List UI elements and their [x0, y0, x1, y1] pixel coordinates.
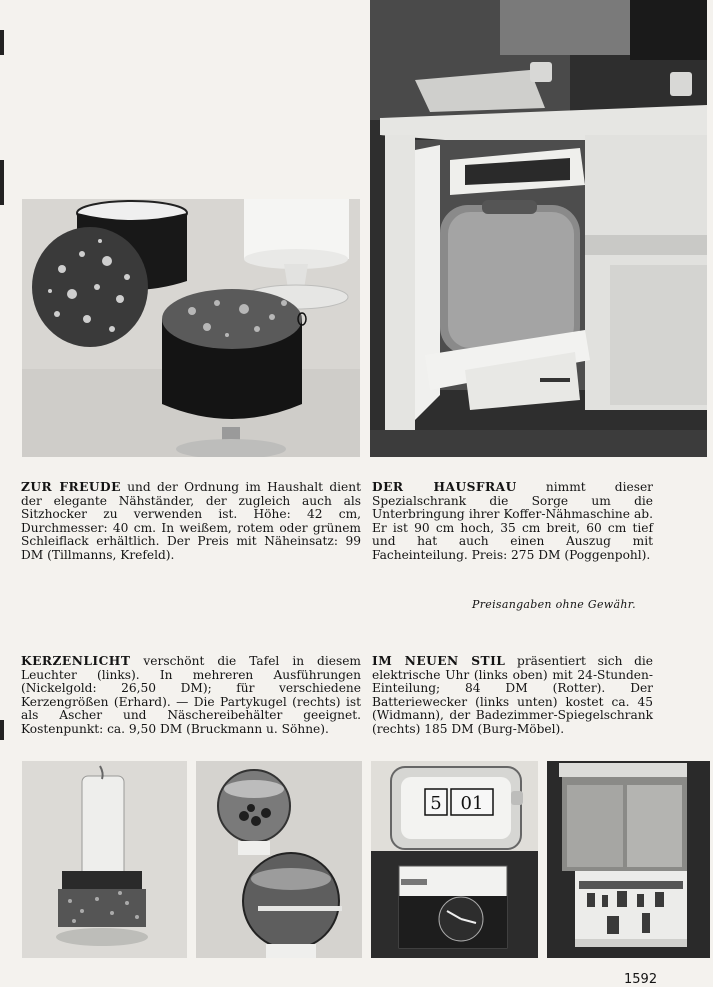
caption-body: und der Ordnung im Haushalt dient der elegante Nähständer, der zugleich auch als Sitzhocker zu verwenden ist. Höhe: 42 cm, Durchmesser: 40 cm. In weißem, rotem oder grünem Schleiflack erhältlich. Der Preis mit Näheinsatz: 99 DM (Tillmanns, Krefeld).	[21, 480, 361, 562]
page-number: 1592	[624, 972, 658, 987]
photo-sewing-stand	[22, 199, 360, 457]
scan-edge-mark	[0, 160, 4, 205]
photo-mirror-cabinet	[547, 761, 710, 958]
caption-lead: IM NEUEN STIL	[372, 654, 506, 668]
price-disclaimer: Preisangaben ohne Gewähr.	[472, 598, 636, 611]
clock-hour-digit: 5	[430, 793, 442, 814]
caption-lead: DER HAUSFRAU	[372, 480, 517, 494]
photo-sewing-cabinet	[370, 0, 707, 457]
caption-lead: KERZENLICHT	[21, 654, 131, 668]
caption-body: verschönt die Tafel in diesem Leuchter (links). In mehreren Ausführungen (Nickelgold: 26,50 DM); für verschiedene Kerzengrößen (Erhard). — Die Partykugel (rechts) ist als Ascher und Näschereibehälter geeignet. Kostenpunkt: ca. 9,50 DM (Bruckmann u. Söhne).	[21, 654, 361, 736]
caption-lead: ZUR FREUDE	[21, 480, 121, 494]
scan-edge-mark	[0, 30, 4, 55]
caption-zur-freude	[21, 481, 361, 563]
photo-candle-holder	[22, 761, 187, 958]
caption-body: nimmt dieser Spezialschrank die Sorge um die Unterbringung ihrer Koffer-Nähmaschine ab. Er ist 90 cm hoch, 35 cm breit, 60 cm tief und hat auch einen Auszug mit Facheinteilung. Preis: 275 DM (Poggenpohl).	[372, 480, 654, 562]
caption-kerzenlicht	[21, 655, 361, 737]
caption-body: präsentiert sich die elektrische Uhr (links oben) mit 24-Stunden-Einteilung; 84 DM (Rotter). Der Batteriewecker (links unten) kostet ca. 45 (Widmann), der Badezimmer-Spiegelschrank (rechts) 185 DM (Burg-Möbel).	[372, 654, 653, 736]
caption-im-neuen-stil	[372, 655, 653, 737]
photo-clocks	[371, 761, 538, 958]
scan-edge-mark	[0, 720, 4, 740]
clock-minute-digits: 01	[460, 793, 484, 814]
caption-der-hausfrau	[372, 481, 653, 563]
photo-party-globe	[196, 761, 362, 958]
